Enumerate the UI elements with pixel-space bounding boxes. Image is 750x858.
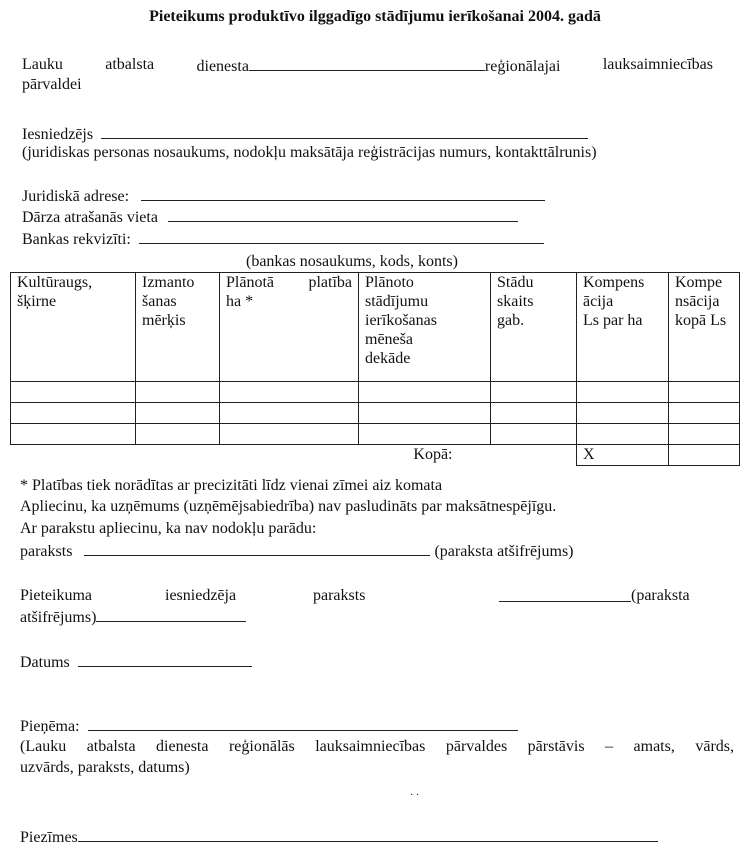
applicant-sign-word-2: iesniedzēja <box>165 587 237 604</box>
insolvency-statement: Apliecinu, ka uzņēmums (uzņēmējsabiedrība) nav pasludināts par maksātnespējīgu. <box>20 498 557 515</box>
total-mark: X <box>577 445 669 466</box>
recipient-line-2: pārvaldei <box>22 76 82 93</box>
header-compensation-total: Kompe nsācija kopā Ls <box>669 273 740 382</box>
date-label: Datums <box>20 654 70 671</box>
table-header-row <box>11 273 740 382</box>
recipient-word-5: lauksaimniecības <box>602 56 713 73</box>
applicant-hint: (juridiskas personas nosaukums, nodokļu maksātāja reģistrācijas numurs, kontakttālrunis) <box>22 144 597 161</box>
garden-row <box>22 207 518 227</box>
accepted-row <box>20 716 518 736</box>
applicant-sign-line2: atšifrējums) <box>20 609 97 626</box>
recipient-word-3-with-field: dienesta reģionālajai <box>196 58 561 75</box>
applicant-sign-word-4: (paraksta <box>631 587 690 604</box>
applicant-sign-field[interactable] <box>499 587 631 602</box>
page-title: Pieteikums produktīvo ilggadīgo stādījumu ierīkošanai 2004. gadā <box>149 8 601 25</box>
tax-sign-hint: (paraksta atšifrējums) <box>434 543 574 560</box>
accepted-field[interactable] <box>88 716 518 731</box>
address-field[interactable] <box>141 186 545 201</box>
header-seedlings: Stādu skaits gab. <box>491 273 577 382</box>
applicant-field[interactable] <box>101 124 588 139</box>
applicant-sign-word-1: Pieteikuma <box>20 587 92 604</box>
applicant-sign-word-3: paraksts <box>313 587 366 604</box>
remarks-label: Piezīmes <box>20 829 78 846</box>
bank-hint: (bankas nosaukums, kods, konts) <box>246 253 458 270</box>
date-row <box>20 652 252 672</box>
region-field[interactable] <box>249 56 485 71</box>
bank-label: Bankas rekvizīti: <box>22 231 131 248</box>
remarks-row <box>20 827 658 847</box>
table-row <box>11 424 740 445</box>
address-row <box>22 186 545 206</box>
header-area: Plānotā platība ha * <box>220 273 359 382</box>
recipient-line <box>22 56 713 76</box>
garden-field[interactable] <box>168 207 518 222</box>
tax-sign-row <box>20 541 574 561</box>
header-purpose: Izmanto šanas mērķis <box>136 273 220 382</box>
table-row <box>11 382 740 403</box>
garden-label: Dārza atrašanās vieta <box>22 209 158 226</box>
bank-row <box>22 229 544 249</box>
tax-statement: Ar parakstu apliecinu, ka nav nodokļu parādu: <box>20 520 317 537</box>
recipient-word-2: atbalsta <box>105 56 155 73</box>
header-compensation-per-ha: Kompens ācija Ls par ha <box>577 273 669 382</box>
tax-sign-field[interactable] <box>84 541 430 556</box>
scan-speck: · · <box>410 790 420 801</box>
applicant-label: Iesniedzējs <box>22 126 94 143</box>
header-planting-decade: Plānoto stādījumu ierīkošanas mēneša dekāde <box>359 273 491 382</box>
date-field[interactable] <box>78 652 252 667</box>
planting-table <box>10 272 740 466</box>
area-footnote: * Platības tiek norādītas ar precizitāti līdz vienai zīmei aiz komata <box>20 477 443 494</box>
accepted-hint-1: (Lauku atbalsta dienesta reģionālās lauksaimniecības pārvaldes pārstāvis – amats, vārds, <box>20 738 734 755</box>
total-label: Kopā: <box>413 446 453 463</box>
table-total-row <box>11 445 740 466</box>
applicant-row <box>22 124 588 144</box>
accepted-label: Pieņēma: <box>20 718 80 735</box>
total-value[interactable] <box>669 445 740 466</box>
tax-sign-label: paraksts <box>20 543 73 560</box>
address-label: Juridiskā adrese: <box>22 188 130 205</box>
bank-field[interactable] <box>139 229 544 244</box>
remarks-field[interactable] <box>78 827 658 842</box>
table-row <box>11 403 740 424</box>
applicant-sign-row-2 <box>20 607 246 627</box>
recipient-word-1: Lauku <box>22 56 63 73</box>
accepted-hint-2: uzvārds, paraksts, datums) <box>20 759 190 776</box>
header-crop: Kultūraugs, šķirne <box>11 273 136 382</box>
applicant-decode-field[interactable] <box>96 607 246 622</box>
